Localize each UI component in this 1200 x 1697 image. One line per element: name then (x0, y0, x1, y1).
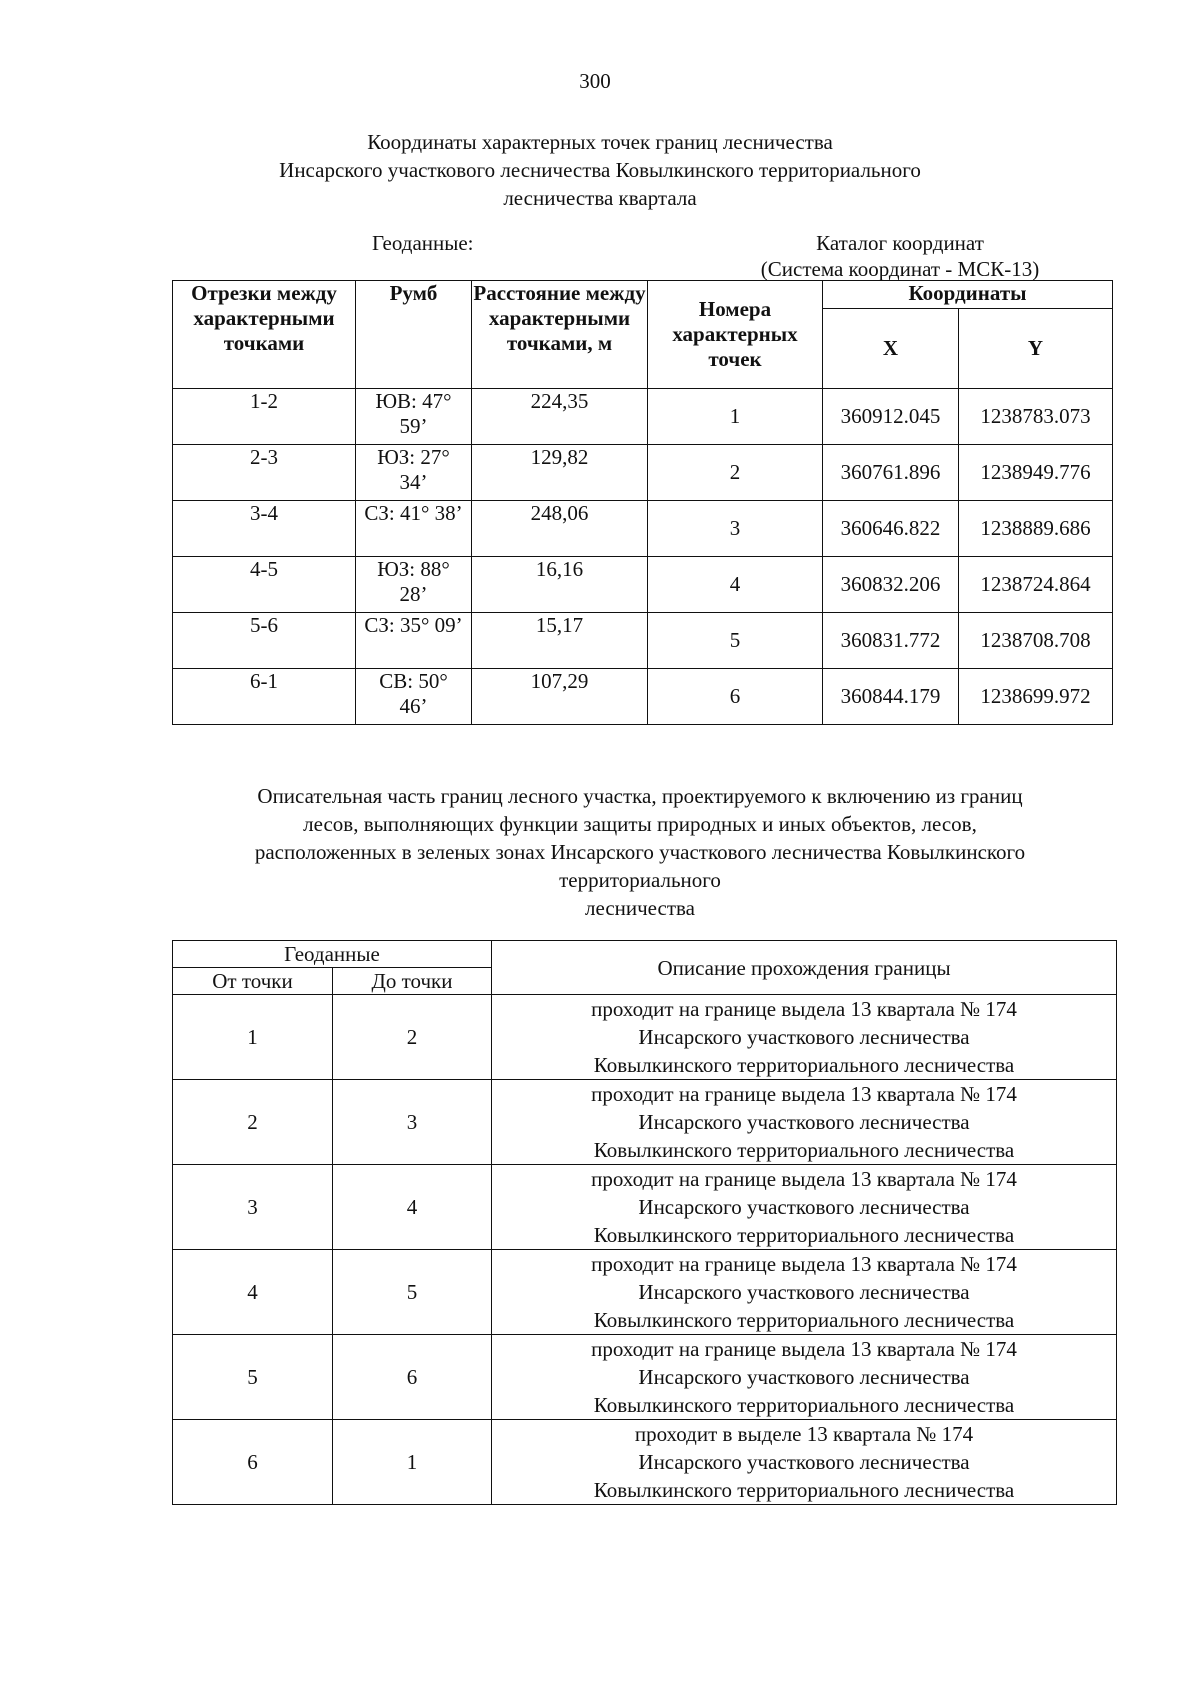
description-line: проходит на границе выдела 13 квартала № 174 (591, 1337, 1017, 1361)
header-x: X (823, 309, 959, 389)
point-number-cell: 4 (648, 557, 823, 613)
point-number-cell: 5 (648, 613, 823, 669)
title-line: лесничества квартала (503, 186, 697, 210)
description-line: проходит в выделе 13 квартала № 174 (634, 1422, 974, 1446)
table-row (173, 1080, 1117, 1165)
table-row (173, 389, 1113, 445)
point-number-cell: 2 (648, 445, 823, 501)
table-row (173, 613, 1113, 669)
y-coordinate-cell: 1238783.073 (959, 389, 1113, 445)
distance-cell: 16,16 (472, 557, 648, 613)
header-geodata: Геоданные (173, 941, 492, 968)
point-number-cell: 3 (648, 501, 823, 557)
description-line: Ковылкинского территориального лесничества (593, 1138, 1015, 1162)
description-line: Ковылкинского территориального лесничества (593, 1223, 1015, 1247)
coordinate-system-label: (Система координат - МСК-13) (760, 257, 1040, 281)
description-title-line: расположенных в зеленых зонах Инсарского участкового лесничества Ковылкинского (254, 840, 1026, 864)
from-point-cell: 4 (173, 1250, 333, 1335)
table-row (173, 1250, 1117, 1335)
to-point-cell: 3 (333, 1080, 492, 1165)
segment-cell: 2-3 (173, 445, 356, 501)
table-row (173, 1335, 1117, 1420)
catalog-label: Каталог координат (816, 231, 984, 255)
segment-cell: 6-1 (173, 669, 356, 725)
table-row (173, 1420, 1117, 1505)
table-row (173, 995, 1117, 1080)
description-line: Ковылкинского территориального лесничества (593, 1478, 1015, 1502)
to-point-cell: 5 (333, 1250, 492, 1335)
distance-cell: 248,06 (472, 501, 648, 557)
y-coordinate-cell: 1238889.686 (959, 501, 1113, 557)
distance-cell: 107,29 (472, 669, 648, 725)
x-coordinate-cell: 360912.045 (823, 389, 959, 445)
geodata-label: Геоданные: (372, 231, 474, 255)
rumb-cell: СВ: 50° 46’ (356, 669, 472, 725)
x-coordinate-cell: 360761.896 (823, 445, 959, 501)
rumb-cell: ЮЗ: 27° 34’ (356, 445, 472, 501)
table-row (173, 445, 1113, 501)
from-point-cell: 2 (173, 1080, 333, 1165)
description-cell (492, 1080, 1117, 1165)
x-coordinate-cell: 360646.822 (823, 501, 959, 557)
description-cell (492, 1165, 1117, 1250)
description-line: проходит на границе выдела 13 квартала № 174 (591, 1082, 1017, 1106)
table-row (173, 557, 1113, 613)
to-point-cell: 1 (333, 1420, 492, 1505)
y-coordinate-cell: 1238949.776 (959, 445, 1113, 501)
rumb-cell: СЗ: 41° 38’ (356, 501, 472, 557)
from-point-cell: 6 (173, 1420, 333, 1505)
description-line: проходит на границе выдела 13 квартала № 174 (591, 1252, 1017, 1276)
description-line: Ковылкинского территориального лесничества (593, 1393, 1015, 1417)
y-coordinate-cell: 1238708.708 (959, 613, 1113, 669)
description-title-line: лесничества (585, 896, 695, 920)
description-cell (492, 1335, 1117, 1420)
point-number-cell: 6 (648, 669, 823, 725)
header-rumb: Румб (356, 281, 472, 389)
description-line: Инсарского участкового лесничества (638, 1195, 970, 1219)
rumb-cell: СЗ: 35° 09’ (356, 613, 472, 669)
page-title (160, 128, 1040, 212)
table-row (173, 1165, 1117, 1250)
table-row (173, 501, 1113, 557)
description-line: Инсарского участкового лесничества (638, 1365, 970, 1389)
y-coordinate-cell: 1238724.864 (959, 557, 1113, 613)
x-coordinate-cell: 360831.772 (823, 613, 959, 669)
description-title-line: территориального (559, 868, 721, 892)
segment-cell: 4-5 (173, 557, 356, 613)
distance-cell: 224,35 (472, 389, 648, 445)
point-number-cell: 1 (648, 389, 823, 445)
header-y: Y (959, 309, 1113, 389)
header-from-point: От точки (173, 968, 333, 995)
to-point-cell: 2 (333, 995, 492, 1080)
from-point-cell: 1 (173, 995, 333, 1080)
x-coordinate-cell: 360832.206 (823, 557, 959, 613)
rumb-cell: ЮВ: 47° 59’ (356, 389, 472, 445)
title-line: Инсарского участкового лесничества Ковылкинского территориального (279, 158, 921, 182)
header-distance: Расстояние между характерными точками, м (472, 281, 648, 389)
description-line: Инсарского участкового лесничества (638, 1280, 970, 1304)
header-description: Описание прохождения границы (492, 941, 1117, 995)
header-point-numbers: Номера характерных точек (648, 281, 823, 389)
from-point-cell: 5 (173, 1335, 333, 1420)
distance-cell: 129,82 (472, 445, 648, 501)
description-line: Инсарского участкового лесничества (638, 1110, 970, 1134)
coordinates-table (172, 280, 1113, 725)
page-number: 300 (579, 69, 611, 93)
description-line: Ковылкинского территориального лесничества (593, 1053, 1015, 1077)
description-cell (492, 1420, 1117, 1505)
to-point-cell: 4 (333, 1165, 492, 1250)
description-line: Инсарского участкового лесничества (638, 1025, 970, 1049)
description-line: проходит на границе выдела 13 квартала № 174 (591, 997, 1017, 1021)
segment-cell: 5-6 (173, 613, 356, 669)
description-title-line: лесов, выполняющих функции защиты природных и иных объектов, лесов, (303, 812, 977, 836)
distance-cell: 15,17 (472, 613, 648, 669)
description-cell (492, 1250, 1117, 1335)
header-coordinates: Координаты (823, 281, 1113, 309)
to-point-cell: 6 (333, 1335, 492, 1420)
description-line: проходит на границе выдела 13 квартала № 174 (591, 1167, 1017, 1191)
segment-cell: 1-2 (173, 389, 356, 445)
segment-cell: 3-4 (173, 501, 356, 557)
description-cell (492, 995, 1117, 1080)
boundary-description-table (172, 940, 1117, 1505)
from-point-cell: 3 (173, 1165, 333, 1250)
header-to-point: До точки (333, 968, 492, 995)
y-coordinate-cell: 1238699.972 (959, 669, 1113, 725)
rumb-cell: ЮЗ: 88° 28’ (356, 557, 472, 613)
description-title (180, 782, 1100, 922)
title-line: Координаты характерных точек границ лесничества (367, 130, 833, 154)
table-row (173, 669, 1113, 725)
header-segments: Отрезки между характерными точками (173, 281, 356, 389)
description-line: Ковылкинского территориального лесничества (593, 1308, 1015, 1332)
description-title-line: Описательная часть границ лесного участка, проектируемого к включению из границ (257, 784, 1023, 808)
catalog-header (740, 230, 1060, 282)
x-coordinate-cell: 360844.179 (823, 669, 959, 725)
description-line: Инсарского участкового лесничества (638, 1450, 970, 1474)
